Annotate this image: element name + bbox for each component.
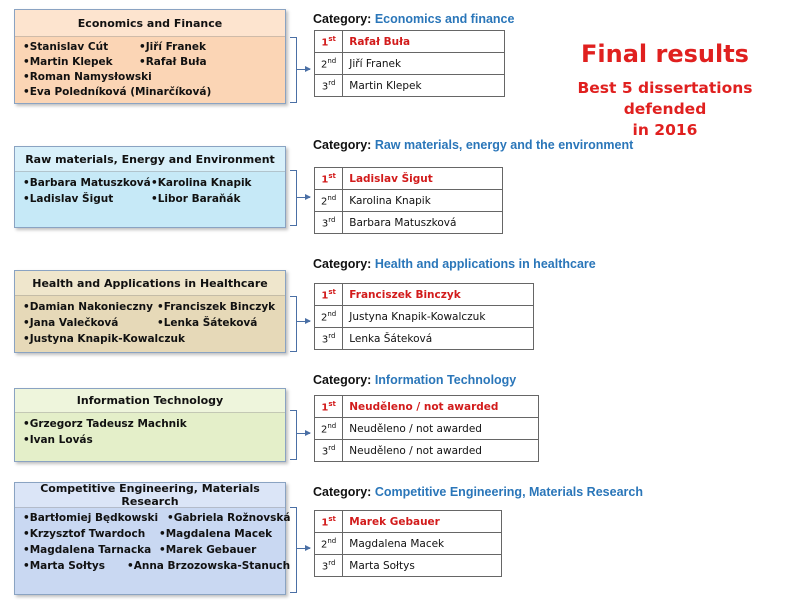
result-name: Barbara Matuszková xyxy=(343,212,503,234)
rank-cell: 2nd xyxy=(315,53,343,75)
result-name: Martin Klepek xyxy=(343,75,505,97)
results-table xyxy=(314,30,505,97)
nominee-name: • Franciszek Binczyk xyxy=(157,301,275,313)
table-row xyxy=(315,328,534,350)
nominee-name: • Magdalena Tarnacka xyxy=(23,544,151,556)
table-row xyxy=(315,212,503,234)
category-heading xyxy=(313,12,514,26)
category-label: Category: xyxy=(313,138,375,152)
rank-cell: 3rd xyxy=(315,75,343,97)
nominee-name: • Lenka Šáteková xyxy=(157,317,257,329)
nominee-name: • Marek Gebauer xyxy=(159,544,256,556)
result-name: Neuděleno / not awarded xyxy=(343,418,539,440)
winner-name: Neuděleno / not awarded xyxy=(343,396,539,418)
category-heading xyxy=(313,138,633,152)
nominee-box-title: Information Technology xyxy=(15,389,285,413)
nominee-name: • Ivan Lovás xyxy=(23,434,93,446)
nominee-box-engineering xyxy=(14,482,291,595)
nominee-box-raw-materials xyxy=(14,146,286,228)
results-table xyxy=(314,167,503,234)
connector-bracket xyxy=(290,410,297,460)
rank-cell: 1st xyxy=(315,168,343,190)
table-row xyxy=(315,555,502,577)
nominee-name: • Stanislav Cút xyxy=(23,41,108,53)
category-name: Information Technology xyxy=(374,373,517,387)
table-row xyxy=(315,168,503,190)
rank-cell: 3rd xyxy=(315,555,343,577)
rank-cell: 2nd xyxy=(315,418,343,440)
rank-cell: 3rd xyxy=(315,440,343,462)
results-table xyxy=(314,510,502,577)
result-name: Karolina Knapik xyxy=(343,190,503,212)
nominee-name: • Karolina Knapik xyxy=(151,177,252,189)
rank-cell: 3rd xyxy=(315,328,343,350)
rank-cell: 2nd xyxy=(315,190,343,212)
winner-name: Rafał Buła xyxy=(343,31,505,53)
connector-arrow xyxy=(297,69,310,70)
category-label: Category: xyxy=(313,373,375,387)
winner-name: Franciszek Binczyk xyxy=(343,284,534,306)
nominee-name: • Damian Nakonieczny xyxy=(23,301,153,313)
nominee-name: • Libor Baraňák xyxy=(151,193,240,205)
nominee-name: • Gabriela Rožnovská xyxy=(167,512,290,524)
result-name: Magdalena Macek xyxy=(343,533,502,555)
category-heading xyxy=(313,373,516,387)
nominee-box-title: Economics and Finance xyxy=(15,10,285,37)
subtitle-line-1: Best 5 dissertations defended xyxy=(577,79,753,118)
category-label: Category: xyxy=(313,12,375,26)
table-row xyxy=(315,533,502,555)
category-name: Raw materials, energy and the environment xyxy=(374,138,634,152)
rank-cell: 1st xyxy=(315,284,343,306)
rank-cell: 2nd xyxy=(315,533,343,555)
nominee-box-it xyxy=(14,388,286,462)
connector-bracket xyxy=(290,170,297,226)
nominee-name: • Jana Valečková xyxy=(23,317,118,329)
nominee-name: • Anna Brzozowska-Stanuch xyxy=(127,560,290,572)
nominee-name: • Martin Klepek xyxy=(23,56,113,68)
category-name: Health and applications in healthcare xyxy=(374,257,596,271)
nominee-name: • Magdalena Macek xyxy=(159,528,272,540)
nominee-name: • Eva Poledníková (Minarčíková) xyxy=(23,86,211,98)
nominee-name: • Justyna Knapik-Kowalczuk xyxy=(23,333,185,345)
nominee-name: • Ladislav Šigut xyxy=(23,193,113,205)
result-name: Justyna Knapik-Kowalczuk xyxy=(343,306,534,328)
table-row xyxy=(315,31,505,53)
connector-bracket xyxy=(290,37,297,103)
nominee-box-health xyxy=(14,270,286,353)
table-row xyxy=(315,418,539,440)
category-label: Category: xyxy=(313,257,375,271)
table-row xyxy=(315,440,539,462)
table-row xyxy=(315,396,539,418)
table-row xyxy=(315,306,534,328)
nominee-name: • Grzegorz Tadeusz Machnik xyxy=(23,418,187,430)
rank-cell: 1st xyxy=(315,396,343,418)
nominee-name: • Bartłomiej Będkowski xyxy=(23,512,158,524)
connector-bracket xyxy=(290,296,297,352)
nominee-box-title: Competitive Engineering, Materials Research xyxy=(15,483,285,508)
nominee-box-title: Health and Applications in Healthcare xyxy=(15,271,285,296)
results-table xyxy=(314,283,534,350)
final-results-title: Final results xyxy=(581,40,749,68)
nominee-name: • Roman Namysłowski xyxy=(23,71,152,83)
nominee-name: • Barbara Matuszková xyxy=(23,177,151,189)
table-row xyxy=(315,53,505,75)
category-name: Economics and finance xyxy=(374,12,515,26)
result-name: Jiří Franek xyxy=(343,53,505,75)
result-name: Marta Sołtys xyxy=(343,555,502,577)
nominee-name: • Marta Sołtys xyxy=(23,560,105,572)
rank-cell: 2nd xyxy=(315,306,343,328)
category-name: Competitive Engineering, Materials Research xyxy=(374,485,643,499)
category-heading xyxy=(313,257,596,271)
table-row xyxy=(315,511,502,533)
table-row xyxy=(315,75,505,97)
table-row xyxy=(315,284,534,306)
rank-cell: 1st xyxy=(315,31,343,53)
rank-cell: 1st xyxy=(315,511,343,533)
connector-arrow xyxy=(297,197,310,198)
winner-name: Ladislav Šigut xyxy=(343,168,503,190)
table-row xyxy=(315,190,503,212)
connector-arrow xyxy=(297,321,310,322)
category-heading xyxy=(313,485,643,499)
nominee-name: • Jiří Franek xyxy=(139,41,206,53)
nominee-box-title: Raw materials, Energy and Environment xyxy=(15,147,285,172)
connector-arrow xyxy=(297,433,310,434)
nominee-box-economics xyxy=(14,9,286,104)
results-table xyxy=(314,395,539,462)
nominee-name: • Rafał Buła xyxy=(139,56,207,68)
subtitle-line-2: in 2016 xyxy=(632,121,698,139)
final-results-subtitle xyxy=(540,78,790,141)
result-name: Lenka Šáteková xyxy=(343,328,534,350)
winner-name: Marek Gebauer xyxy=(343,511,502,533)
connector-arrow xyxy=(297,548,310,549)
nominee-name: • Krzysztof Twardoch xyxy=(23,528,145,540)
connector-bracket xyxy=(290,507,297,593)
category-label: Category: xyxy=(313,485,375,499)
result-name: Neuděleno / not awarded xyxy=(343,440,539,462)
rank-cell: 3rd xyxy=(315,212,343,234)
